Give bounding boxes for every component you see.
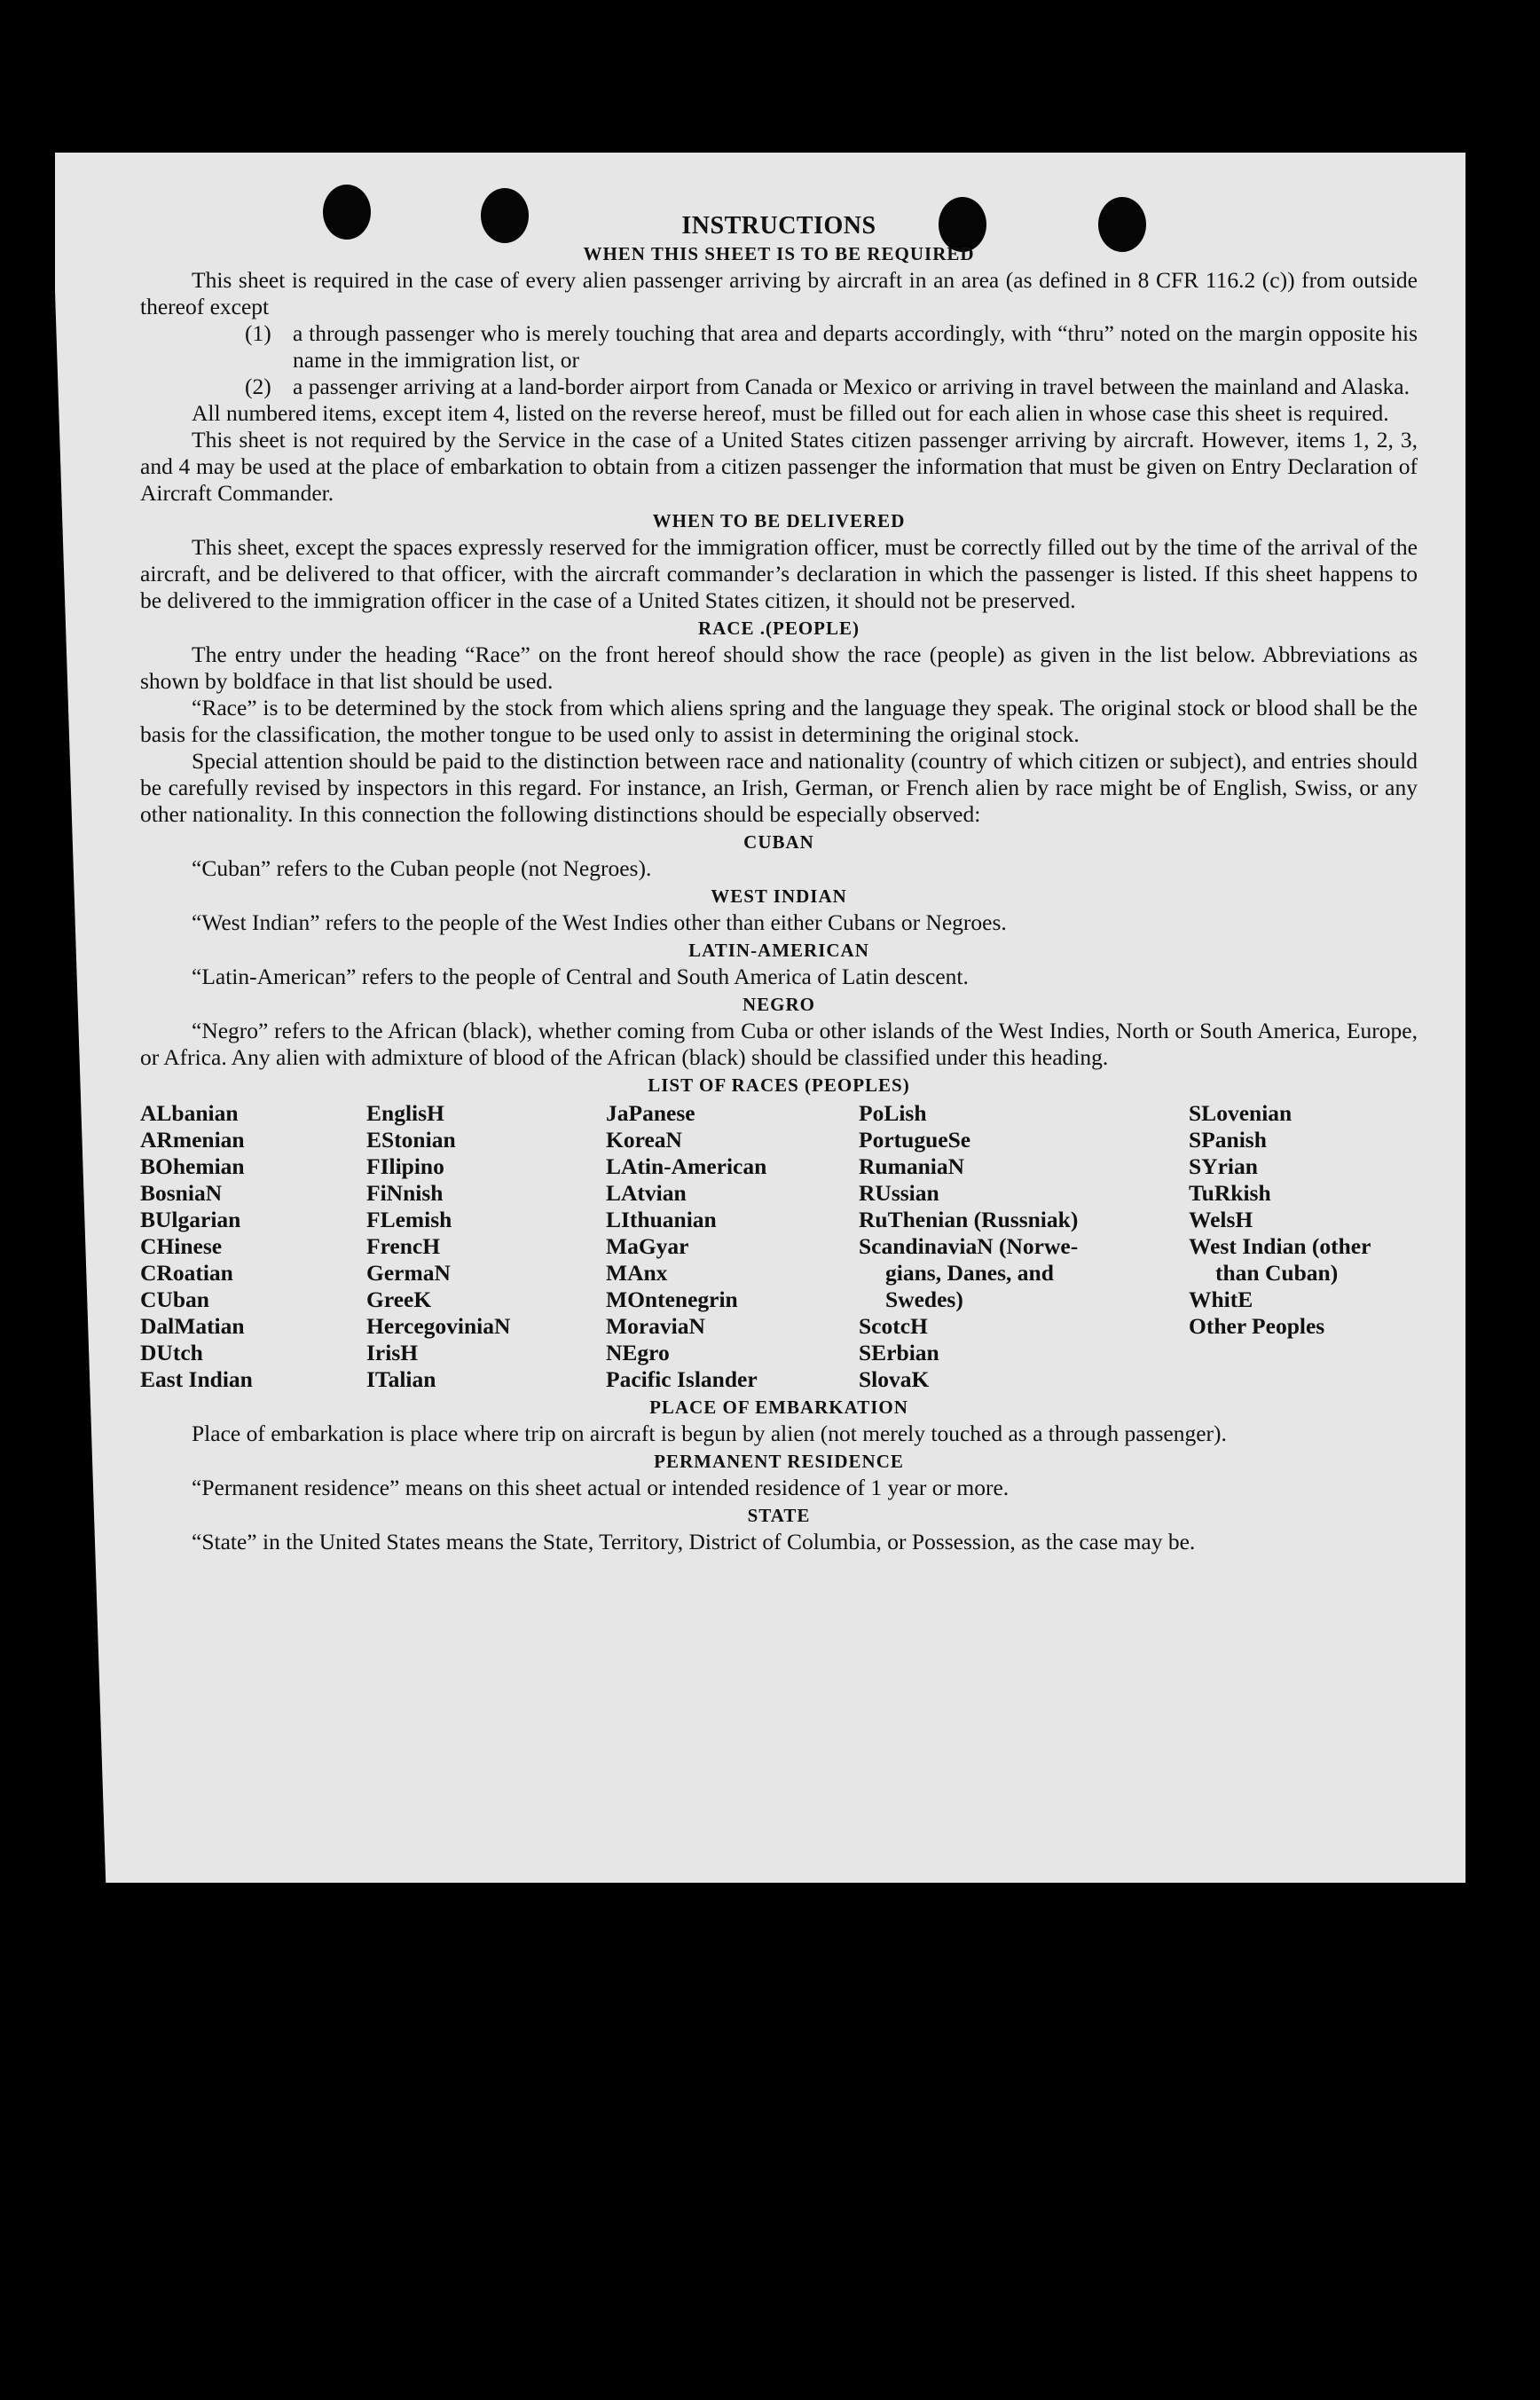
- races-column: [140, 1100, 366, 1393]
- race-entry: WelsH: [1189, 1207, 1253, 1232]
- paragraph: This sheet is required in the case of every alien passenger arriving by aircraft in an area (as defined in 8 CFR 116.2 (c)) from outside thereof except: [140, 267, 1418, 319]
- race-entry: PoLish: [859, 1100, 927, 1126]
- races-list: [140, 1100, 1418, 1393]
- race-entry: gians, Danes, and: [885, 1260, 1054, 1286]
- paragraph: “Negro” refers to the African (black), whether coming from Cuba or other islands of the West Indies, North or South America, Europe, or Africa. Any alien with admixture of blood of the African (black) should be classified under this heading.: [140, 1018, 1418, 1070]
- race-entry: SlovaK: [859, 1366, 930, 1392]
- race-entry: SYrian: [1189, 1153, 1258, 1179]
- race-entry: RuThenian (Russniak): [859, 1207, 1079, 1232]
- race-entry: ScotcH: [859, 1313, 928, 1339]
- race-entry: FiNnish: [366, 1180, 444, 1206]
- race-entry: KoreaN: [606, 1127, 682, 1153]
- race-entry: MaGyar: [606, 1233, 689, 1259]
- races-column: [606, 1100, 859, 1393]
- page-title: INSTRUCTIONS: [681, 212, 876, 240]
- race-entry: MOntenegrin: [606, 1287, 738, 1312]
- paragraph: This sheet, except the spaces expressly reserved for the immigration officer, must be correctly filled out by the time of the arrival of the aircraft, and be delivered to that officer, with the aircraft commander’s declaration in which the passenger is listed. If this sheet happens to be delivered to the immigration officer in the case of a United States citizen, it should not be preserved.: [140, 534, 1418, 613]
- section-heading: WEST INDIAN: [711, 885, 847, 907]
- race-entry: Swedes): [885, 1287, 963, 1312]
- item-number: (2): [245, 374, 271, 399]
- race-entry: MoraviaN: [606, 1313, 705, 1339]
- race-entry: LAtin-American: [606, 1153, 767, 1179]
- section-heading: RACE .(PEOPLE): [698, 618, 860, 639]
- race-entry: CUban: [140, 1287, 209, 1312]
- race-entry: CRoatian: [140, 1260, 233, 1286]
- race-entry: JaPanese: [606, 1100, 695, 1126]
- paragraph: “Cuban” refers to the Cuban people (not Negroes).: [192, 855, 652, 881]
- race-entry: DalMatian: [140, 1313, 245, 1339]
- section-heading: LATIN-AMERICAN: [688, 940, 869, 961]
- section-heading: WHEN THIS SHEET IS TO BE REQUIRED: [583, 243, 975, 264]
- race-entry: than Cuban): [1215, 1260, 1339, 1286]
- section-heading: STATE: [747, 1505, 811, 1526]
- race-entry: Pacific Islander: [606, 1366, 758, 1392]
- race-entry: FLemish: [366, 1207, 452, 1232]
- section-heading: NEGRO: [742, 994, 815, 1015]
- paragraph: The entry under the heading “Race” on the front hereof should show the race (people) as given in the list below. Abbreviations as shown by boldface in that list should be used.: [140, 641, 1418, 694]
- race-entry: ARmenian: [140, 1127, 245, 1153]
- race-entry: GermaN: [366, 1260, 451, 1286]
- races-column: [1189, 1100, 1418, 1393]
- race-entry: BOhemian: [140, 1153, 245, 1179]
- race-entry: ALbanian: [140, 1100, 239, 1126]
- section-heading: WHEN TO BE DELIVERED: [652, 510, 906, 531]
- paragraph: All numbered items, except item 4, listed on the reverse hereof, must be filled out for each alien in whose case this sheet is required.: [192, 400, 1389, 426]
- race-entry: FIlipino: [366, 1153, 444, 1179]
- race-entry: BosniaN: [140, 1180, 223, 1206]
- item-text: a through passenger who is merely touching that area and departs accordingly, with “thru” noted on the margin opposite his name in the immigration list, or: [293, 320, 1418, 373]
- paragraph: “State” in the United States means the State, Territory, District of Columbia, or Possession, as the case may be.: [192, 1529, 1196, 1554]
- race-entry: Other Peoples: [1189, 1313, 1325, 1339]
- paragraph: “West Indian” refers to the people of the West Indies other than either Cubans or Negroes.: [192, 909, 1007, 935]
- race-entry: WhitE: [1189, 1287, 1253, 1312]
- race-entry: MAnx: [606, 1260, 668, 1286]
- race-entry: IrisH: [366, 1340, 419, 1365]
- instructions-text: [140, 213, 1418, 1555]
- paragraph: Special attention should be paid to the distinction between race and nationality (country of which citizen or subject), and entries should be carefully revised by inspectors in this regard. For instance, an Irish, German, or French alien by race might be of English, Swiss, or any other nationality. In this connection the following distinctions should be especially observed:: [140, 748, 1418, 827]
- section-heading: PLACE OF EMBARKATION: [649, 1397, 908, 1418]
- section-heading: LIST OF RACES (PEOPLES): [648, 1074, 910, 1096]
- race-entry: SPanish: [1189, 1127, 1267, 1153]
- race-entry: CHinese: [140, 1233, 223, 1259]
- section-heading: CUBAN: [743, 831, 814, 853]
- paragraph: This sheet is not required by the Service in the case of a United States citizen passenger arriving by aircraft. However, items 1, 2, 3, and 4 may be used at the place of embarkation to obtain from a citizen passenger the information that must be given on Entry Declaration of Aircraft Commander.: [140, 427, 1418, 506]
- section-heading: PERMANENT RESIDENCE: [654, 1451, 904, 1472]
- race-entry: TuRkish: [1189, 1180, 1271, 1206]
- race-entry: EStonian: [366, 1127, 456, 1153]
- race-entry: SLovenian: [1189, 1100, 1292, 1126]
- race-entry: RUssian: [859, 1180, 939, 1206]
- race-entry: East Indian: [140, 1366, 253, 1392]
- paragraph: “Latin-American” refers to the people of Central and South America of Latin descent.: [192, 964, 969, 989]
- race-entry: NEgro: [606, 1340, 670, 1365]
- race-entry: LIthuanian: [606, 1207, 717, 1232]
- race-entry: GreeK: [366, 1287, 432, 1312]
- race-entry: ScandinaviaN (Norwe-: [859, 1233, 1079, 1259]
- list-item: [245, 374, 1418, 400]
- races-column: [366, 1100, 606, 1393]
- race-entry: EnglisH: [366, 1100, 444, 1126]
- race-entry: HercegoviniaN: [366, 1313, 511, 1339]
- race-entry: RumaniaN: [859, 1153, 965, 1179]
- races-column: [859, 1100, 1189, 1393]
- race-entry: DUtch: [140, 1340, 203, 1365]
- race-entry: SErbian: [859, 1340, 939, 1365]
- paragraph: “Permanent residence” means on this sheet actual or intended residence of 1 year or more.: [192, 1475, 1010, 1500]
- race-entry: BUlgarian: [140, 1207, 241, 1232]
- race-entry: LAtvian: [606, 1180, 687, 1206]
- item-text: a passenger arriving at a land-border airport from Canada or Mexico or arriving in travel between the mainland and Alaska.: [293, 374, 1410, 399]
- paragraph: Place of embarkation is place where trip on aircraft is begun by alien (not merely touched as a through passenger).: [192, 1420, 1227, 1446]
- race-entry: PortugueSe: [859, 1127, 971, 1153]
- list-item: [245, 320, 1418, 374]
- item-number: (1): [245, 320, 271, 346]
- race-entry: ITalian: [366, 1366, 436, 1392]
- race-entry: FrencH: [366, 1233, 441, 1259]
- race-entry: West Indian (other: [1189, 1233, 1371, 1259]
- paragraph: “Race” is to be determined by the stock from which aliens spring and the language they speak. The original stock or blood shall be the basis for the classification, the mother tongue to be used only to assist in determining the original stock.: [140, 695, 1418, 747]
